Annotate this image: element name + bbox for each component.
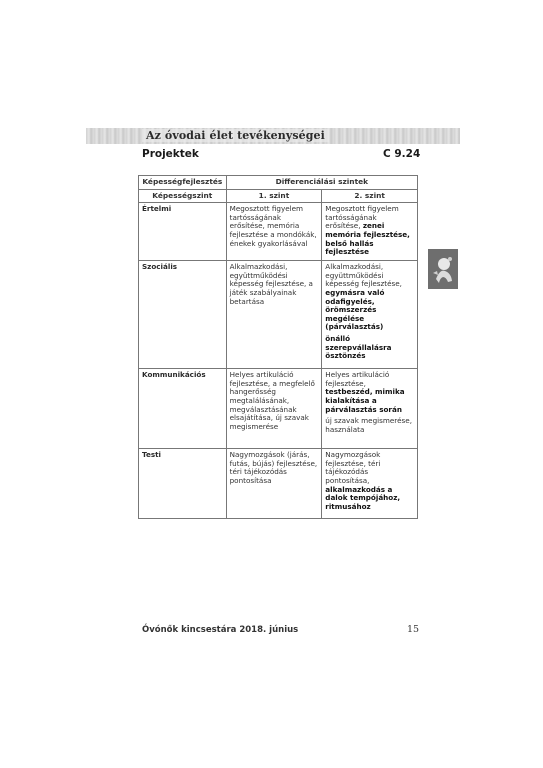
level2-plain-text-2: új szavak megismerése, használata [325,416,412,434]
level2-bold-text: testbeszéd, mimika kialakítása a párválasztás során [325,387,405,414]
level2-cell [322,203,418,261]
table-row [139,203,418,261]
level2-cell [322,261,418,369]
level1-cell: Nagymozgások (járás, futás, bújás) fejlesztése, téri tájékozódás pontosítása [226,449,322,519]
level2-plain-text: Alkalmazkodási, együttműködési képesség fejlesztése, [325,262,402,289]
section-code: C 9.24 [383,148,421,160]
level1-cell: Helyes artikuláció fejlesztése, a megfelelő hangerősség megtalálásának, megválasztásának elsajátítása, új szavak megismerése [226,369,322,449]
category-cell: Szociális [139,261,227,369]
level2-plain-text: Nagymozgások fejlesztése, téri tájékozódás pontosítása, [325,450,381,485]
side-tab [428,249,458,289]
header-cell: 1. szint [226,189,322,203]
table-subheader-row [139,189,418,203]
category-cell: Kommunikációs [139,369,227,449]
table-row [139,261,418,369]
level2-cell [322,369,418,449]
illustration-icon [428,249,458,289]
level2-bold-text-2: önálló szerepvállalásra ösztönzés [325,333,392,361]
table-row [139,369,418,449]
level2-bold-text: egymásra való odafigyelés, örömszerzés megélése (párválasztás) [325,287,385,332]
table-row [139,449,418,519]
subtitle: Projektek [142,148,199,160]
level1-cell: Megosztott figyelem tartósságának erősítése, memória fejlesztése a mondókák, énekek gyakorlásával [226,203,322,261]
header-cell: 2. szint [322,189,418,203]
header-cell: Képességszint [139,189,227,203]
table-header-row [139,176,418,190]
header-cell: Differenciálási szintek [226,176,417,190]
footer-publication: Óvónők kincsestára 2018. június [142,625,299,635]
page-number: 15 [407,624,420,635]
level2-bold-text: alkalmazkodás a dalok tempójához, ritmusához [325,484,401,511]
level2-plain-text: Helyes artikuláció fejlesztése, [325,370,390,388]
level2-cell [322,449,418,519]
differentiation-table [138,175,418,519]
header-cell: Képességfejlesztés [139,176,227,190]
level2-plain-text: Megosztott figyelem tartósságának erősítése, [325,204,399,231]
category-cell: Testi [139,449,227,519]
level1-cell: Alkalmazkodási, együttműködési képesség fejlesztése, a játék szabályainak betartása [226,261,322,369]
level2-bold-text: zenei memória fejlesztése, belső hallás fejlesztése [325,221,410,257]
category-cell: Értelmi [139,203,227,261]
section-title: Az óvodai élet tevékenységei [142,129,329,142]
